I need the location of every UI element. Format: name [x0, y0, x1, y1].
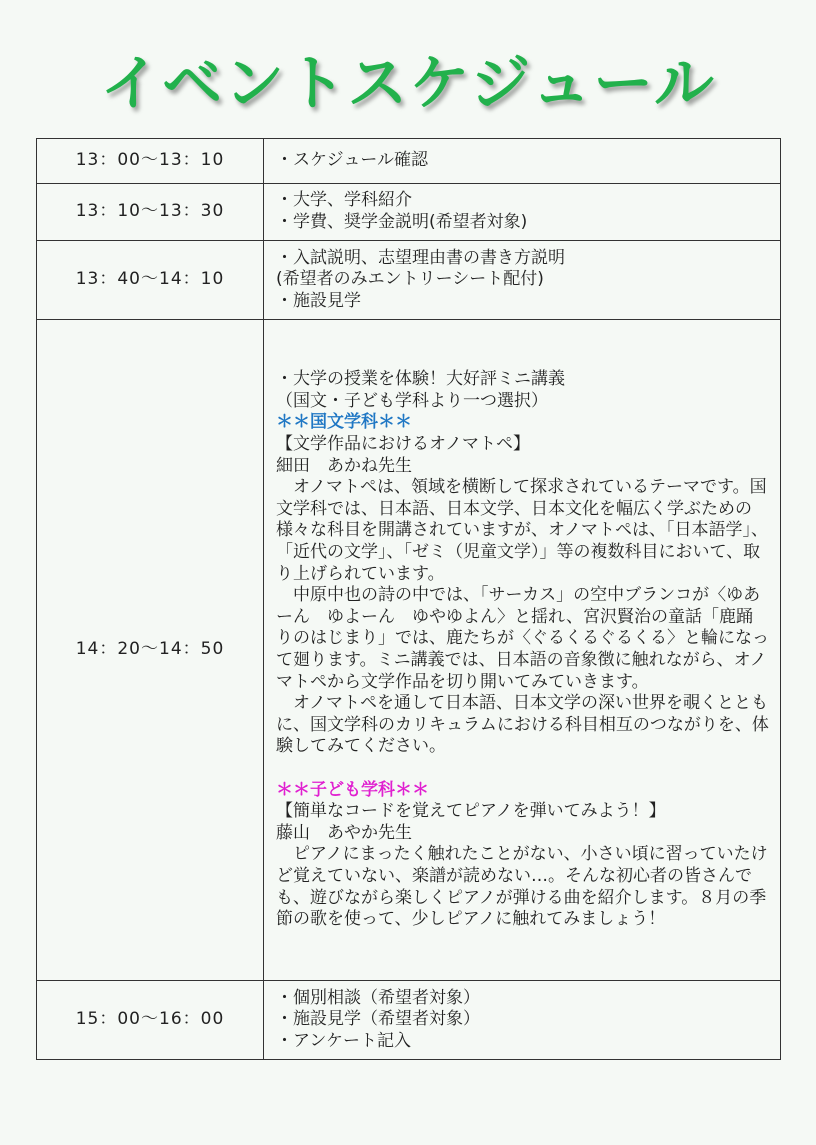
time-cell: 13：40〜14：10: [37, 241, 264, 320]
detail-cell: [264, 320, 781, 981]
detail-cell: [264, 241, 781, 320]
lecture-paragraph: 中原中也の詩の中では、「サーカス」の空中ブランコが〈ゆあーん ゆよーん ゆやゆよん〉と揺れ、宮沢賢治の童話「鹿踊りのはじまり」では、鹿たちが〈ぐるくるぐるくる〉と輪になって廻ります。ミニ講義では、日本語の音象徴に触れながら、オノマトペから文学作品を切り開いてみていきます。: [276, 585, 769, 692]
lecture-title: 【簡単なコードを覚えてピアノを弾いてみよう！】: [276, 801, 666, 822]
spacer: [276, 758, 770, 780]
lecture-paragraph: オノマトペを通して日本語、日本文学の深い世界を覗くとともに、国文学科のカリキュラムにおける科目相互のつながりを、体験してみてください。: [276, 693, 769, 757]
time-cell: 13：10〜13：30: [37, 184, 264, 241]
detail-line: ・大学、学科紹介: [276, 190, 412, 211]
detail-line: ・個別相談（希望者対象）: [276, 987, 480, 1008]
kodomo-heading: ＊＊子ども学科＊＊: [276, 779, 429, 800]
time-cell: 13：00〜13：10: [37, 139, 264, 184]
teacher-name: 細田 あかね先生: [276, 455, 412, 476]
detail-line: ・学費、奨学金説明(希望者対象): [276, 212, 528, 232]
page-title: イベントスケジュール: [100, 49, 716, 119]
detail-line: ・施設見学: [276, 290, 361, 311]
detail-cell: [264, 184, 781, 241]
detail-line: ・施設見学（希望者対象）: [276, 1009, 480, 1030]
detail-line: ・アンケート記入: [276, 1030, 411, 1051]
detail-line: （国文・子ども学科より一つ選択）: [276, 390, 548, 411]
schedule-row: [37, 320, 781, 981]
schedule-table: [36, 138, 781, 1060]
detail-cell: [264, 981, 781, 1060]
lecture-paragraph: オノマトペは、領域を横断して探求されているテーマです。国文学科では、日本語、日本文学、日本文化を幅広く学ぶための様々な科目を開講されていますが、オノマトペは、「日本語学」、「近代の文学」、「ゼミ（児童文学）」等の複数科目において、取り上げられています。: [276, 477, 768, 584]
teacher-name: 藤山 あやか先生: [276, 822, 412, 843]
kokubun-heading: ＊＊国文学科＊＊: [276, 412, 412, 433]
detail-line: ・大学の授業を体験！大好評ミニ講義: [276, 369, 565, 390]
detail-line: (希望者のみエントリーシート配付): [276, 269, 544, 290]
schedule-row: [37, 184, 781, 241]
lecture-title: 【文学作品におけるオノマトペ】: [276, 434, 530, 455]
time-cell: 15：00〜16：00: [37, 981, 264, 1060]
detail-cell: [264, 139, 781, 184]
detail-line: ・入試説明、志望理由書の書き方説明: [276, 247, 565, 268]
schedule-row: [37, 981, 781, 1060]
time-cell: 14：20〜14：50: [37, 320, 264, 981]
schedule-row: [37, 241, 781, 320]
lecture-paragraph: ピアノにまったく触れたことがない、小さい頃に習っていたけど覚えていない、楽譜が読めない…。そんな初心者の皆さんでも、遊びながら楽しくピアノが弾ける曲を紹介します。８月の季節の歌を使って、少しピアノに触れてみましょう！: [276, 844, 768, 930]
schedule-row: [37, 139, 781, 184]
detail-line: ・スケジュール確認: [276, 150, 428, 171]
